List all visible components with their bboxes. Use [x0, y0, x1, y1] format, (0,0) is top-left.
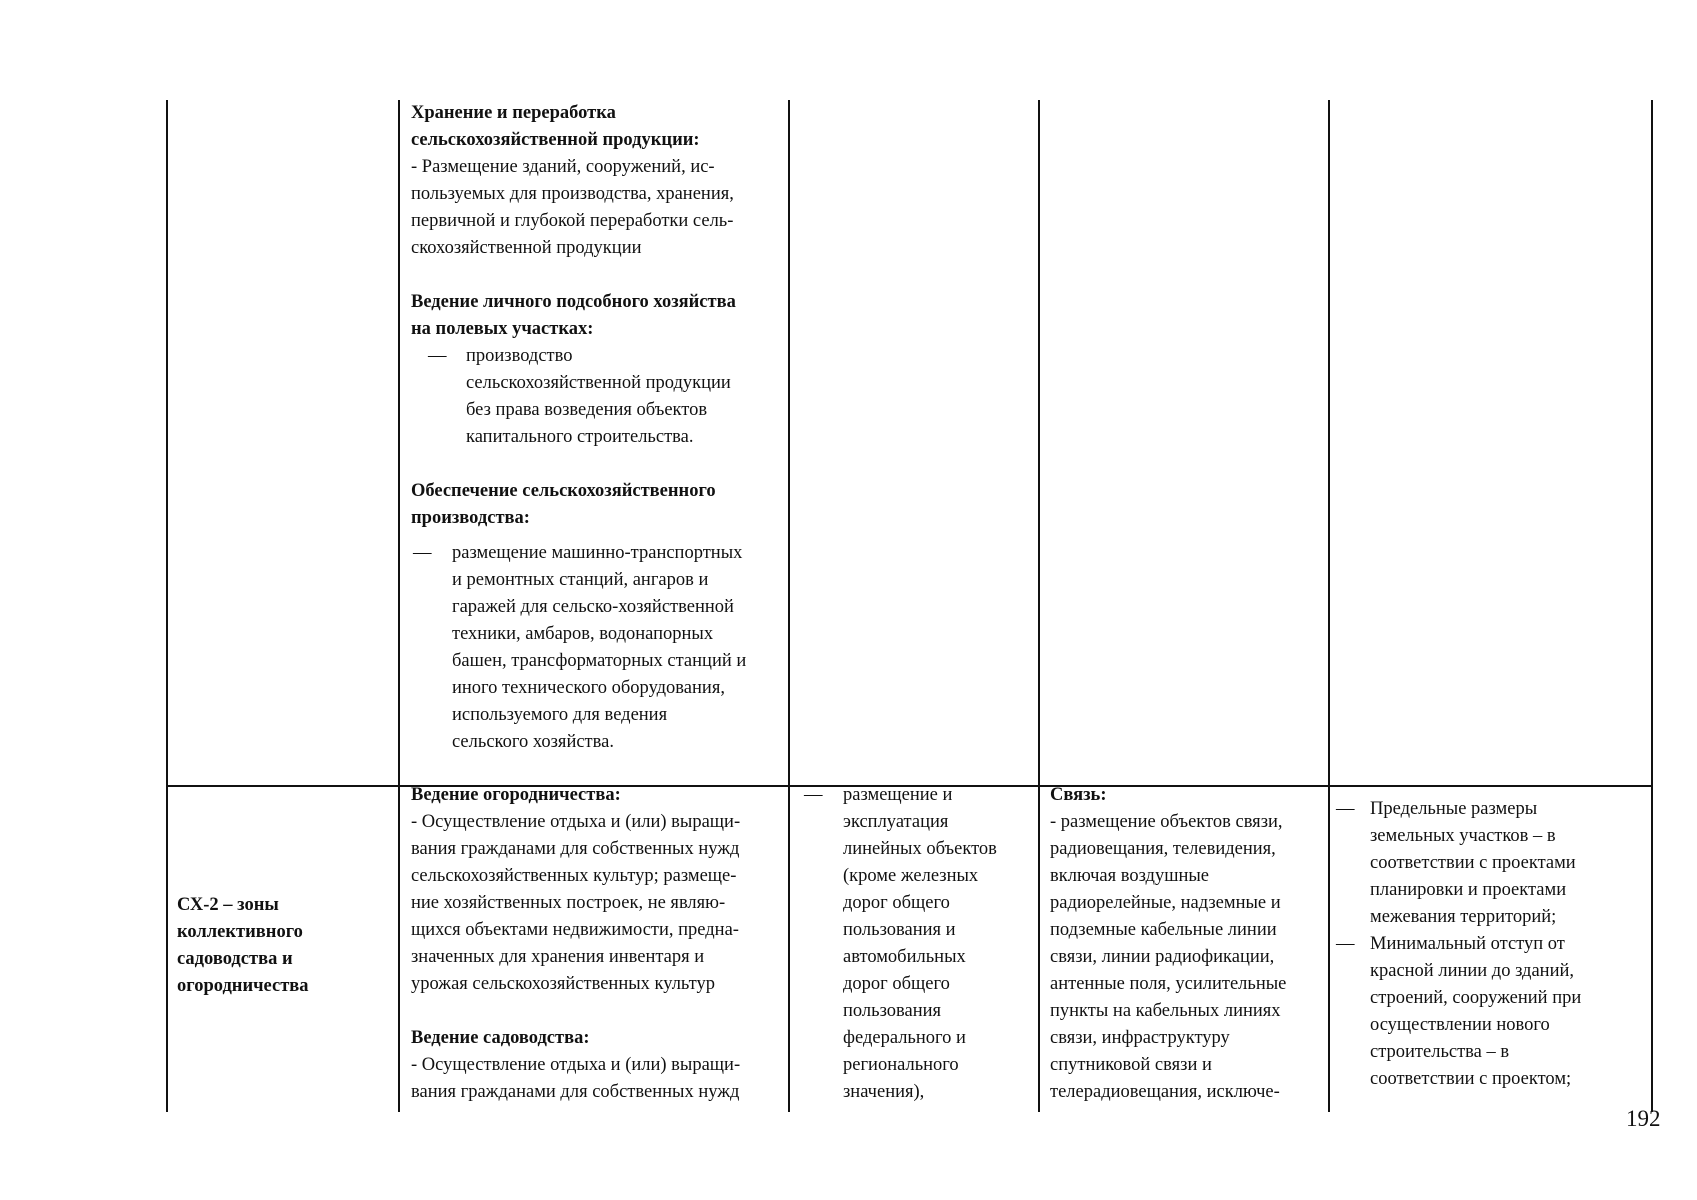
gardening-vegetable-text-line: сельскохозяйственных культур; размеще- [411, 866, 737, 886]
communications-text-line: связи, линии радиофикации, [1050, 947, 1275, 967]
heading-gardening-vegetable: Ведение огородничества: [411, 785, 621, 805]
communications-text-line: включая воздушные [1050, 866, 1210, 886]
storage-processing-text-line: скохозяйственной продукции [411, 238, 642, 258]
storage-processing-text-line: - Размещение зданий, сооружений, ис- [411, 157, 715, 177]
row2-permitted-uses-cell [411, 782, 779, 1106]
bullet-text-line: размещение машинно-транспортных [452, 543, 743, 563]
page-number: 192 [1626, 1106, 1661, 1131]
communications-text-line: радиорелейные, надземные и [1050, 893, 1281, 913]
gardening-vegetable-text-line: вания гражданами для собственных нужд [411, 839, 740, 859]
bullet-text-line: гаражей для сельско-хозяйственной [452, 597, 734, 617]
row2-conditional-uses-cell [801, 782, 1033, 1106]
bullet-text-line: Минимальный отступ от [1370, 934, 1565, 954]
zone-name-line: СХ-2 – зоны [177, 895, 279, 915]
gardening-vegetable-text-line: щихся объектами недвижимости, предна- [411, 920, 739, 940]
communications-text-line: - размещение объектов связи, [1050, 812, 1283, 832]
storage-processing-text-line: первичной и глубокой переработки сель- [411, 211, 734, 231]
row2-auxiliary-uses-cell [1050, 782, 1324, 1106]
dash-marker: — [1336, 934, 1355, 954]
bullet-text-line: красной линии до зданий, [1370, 961, 1575, 981]
zone-name-line: огородничества [177, 976, 309, 996]
gardening-vegetable-text-line: значенных для хранения инвентаря и [411, 947, 705, 967]
table-border-left [166, 100, 168, 1112]
bullet-text-line: автомобильных [843, 947, 966, 967]
bullet-text-line: башен, трансформаторных станций и [452, 651, 747, 671]
bullet-agri-support [411, 540, 779, 756]
bullet-text-line: иного технического оборудования, [452, 678, 725, 698]
dash-marker: — [1336, 799, 1355, 819]
bullet-text-line: капитального строительства. [466, 427, 694, 447]
bullet-text-line: используемого для ведения [452, 705, 668, 725]
zone-name-line: коллективного [177, 922, 303, 942]
gardening-orchard-text-line: вания гражданами для собственных нужд [411, 1082, 740, 1102]
bullet-text-line: соответствии с проектом; [1370, 1069, 1572, 1089]
bullet-text-line: осуществлении нового [1370, 1015, 1550, 1035]
row2-parameters-cell [1338, 796, 1644, 1093]
bullet-text-line: земельных участков – в [1370, 826, 1556, 846]
bullet-text-line: сельскохозяйственной продукции [466, 373, 731, 393]
bullet-text-line: строений, сооружений при [1370, 988, 1582, 1008]
communications-text-line: пункты на кабельных линиях [1050, 1001, 1281, 1021]
bullet-plot-sizes [1338, 796, 1644, 931]
bullet-text-line: федерального и [843, 1028, 966, 1048]
heading-storage-processing-line1: Хранение и переработка [411, 103, 616, 123]
heading-storage-processing-line2: сельскохозяйственной продукции: [411, 130, 700, 150]
bullet-text-line: пользования [843, 1001, 942, 1021]
gardening-vegetable-text-line: ние хозяйственных построек, не являю- [411, 893, 726, 913]
column-divider-2 [788, 100, 790, 1112]
zone-name-line: садоводства и [177, 949, 293, 969]
bullet-linear-objects [801, 782, 1033, 1106]
storage-processing-text-line: пользуемых для производства, хранения, [411, 184, 734, 204]
gardening-vegetable-text-line: - Осуществление отдыха и (или) выращи- [411, 812, 741, 832]
bullet-text-line: Предельные размеры [1370, 799, 1538, 819]
bullet-personal-farming [411, 343, 779, 451]
bullet-min-setback [1338, 931, 1644, 1093]
heading-personal-farming-line1: Ведение личного подсобного хозяйства [411, 292, 736, 312]
bullet-text-line: пользования и [843, 920, 956, 940]
bullet-text-line: и ремонтных станций, ангаров и [452, 570, 709, 590]
bullet-text-line: производство [466, 346, 573, 366]
gardening-orchard-text-line: - Осуществление отдыха и (или) выращи- [411, 1055, 741, 1075]
heading-personal-farming-line2: на полевых участках: [411, 319, 594, 339]
bullet-text-line: техники, амбаров, водонапорных [452, 624, 714, 644]
bullet-text-line: строительства – в [1370, 1042, 1510, 1062]
bullet-text-line: сельского хозяйства. [452, 732, 614, 752]
communications-text-line: телерадиовещания, исключе- [1050, 1082, 1280, 1102]
communications-text-line: подземные кабельные линии [1050, 920, 1277, 940]
bullet-text-line: планировки и проектами [1370, 880, 1567, 900]
column-divider-3 [1038, 100, 1040, 1112]
dash-marker: — [413, 543, 432, 563]
table-border-right [1651, 100, 1653, 1112]
dash-marker: — [428, 346, 447, 366]
heading-gardening-orchard: Ведение садоводства: [411, 1028, 590, 1048]
heading-communications: Связь: [1050, 785, 1107, 805]
column-divider-4 [1328, 100, 1330, 1112]
gardening-vegetable-text-line: урожая сельскохозяйственных культур [411, 974, 716, 994]
communications-text-line: антенные поля, усилительные [1050, 974, 1287, 994]
bullet-text-line: межевания территорий; [1370, 907, 1557, 927]
heading-agri-support-line2: производства: [411, 508, 530, 528]
bullet-text-line: дорог общего [843, 974, 950, 994]
dash-marker: — [804, 785, 823, 805]
bullet-text-line: без права возведения объектов [466, 400, 708, 420]
column-divider-1 [398, 100, 400, 1112]
bullet-text-line: регионального [843, 1055, 959, 1075]
bullet-text-line: соответствии с проектами [1370, 853, 1576, 873]
communications-text-line: связи, инфраструктуру [1050, 1028, 1230, 1048]
bullet-text-line: размещение и [843, 785, 953, 805]
communications-text-line: спутниковой связи и [1050, 1055, 1212, 1075]
bullet-text-line: значения), [843, 1082, 925, 1102]
row1-permitted-uses-cell [411, 100, 779, 756]
heading-agri-support-line1: Обеспечение сельскохозяйственного [411, 481, 716, 501]
zone-name-cell [177, 892, 389, 1000]
bullet-text-line: дорог общего [843, 893, 950, 913]
bullet-text-line: линейных объектов [843, 839, 997, 859]
bullet-text-line: эксплуатация [843, 812, 949, 832]
communications-text-line: радиовещания, телевидения, [1050, 839, 1276, 859]
bullet-text-line: (кроме железных [843, 866, 979, 886]
